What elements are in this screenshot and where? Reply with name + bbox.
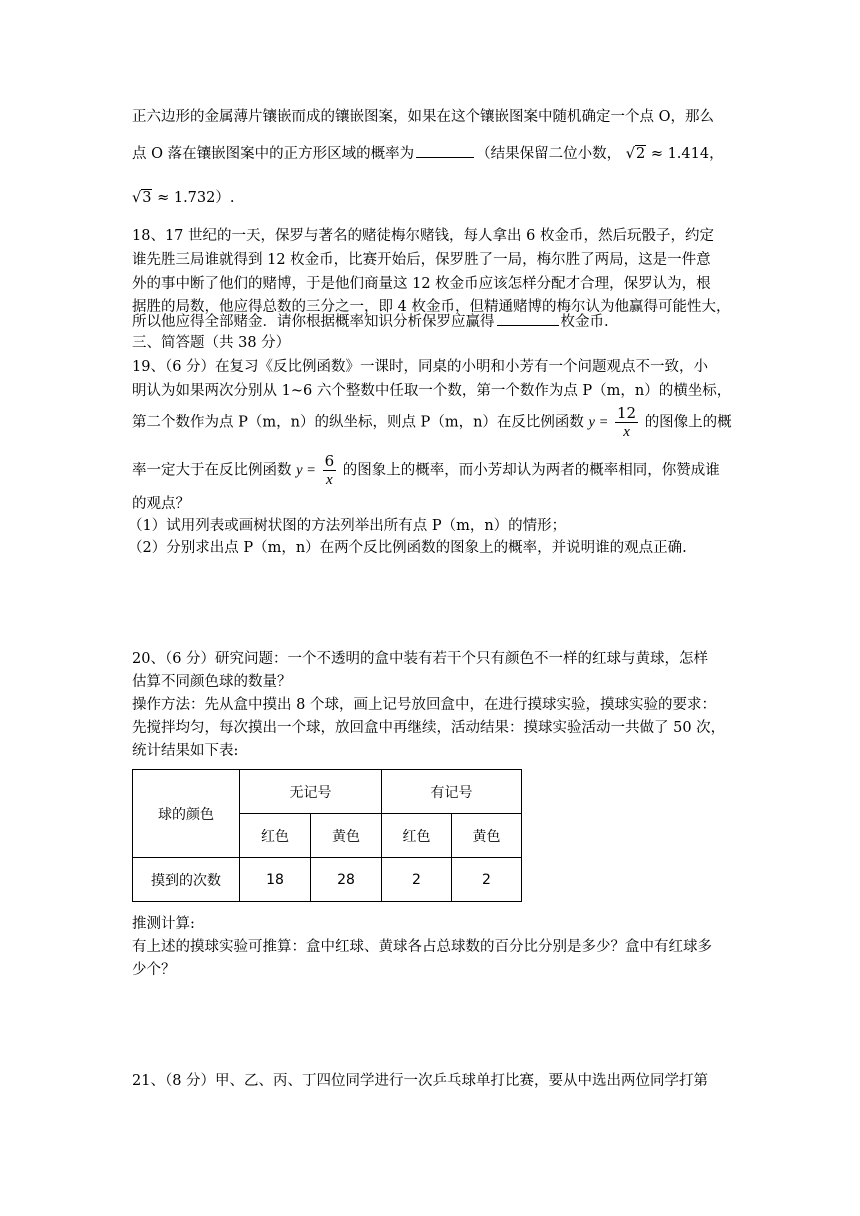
table-row-label: 摸到的次数 [133,858,240,902]
q19-line3-text: 第二个数作为点 P（m，n）的纵坐标，则点 P（m，n）在反比例函数 [132,414,584,431]
answer-blank-18[interactable] [497,311,559,326]
answer-blank-17[interactable] [416,143,474,158]
q21-line1: 21、（8 分）甲、乙、丙、丁四位同学进行一次乒乓球单打比赛，要从中选出两位同学打第 [132,1073,709,1089]
sqrt-2: √2 [625,146,646,162]
q20-line1: 20、（6 分）研究问题：一个不透明的盒中装有若干个只有颜色不一样的红球与黄球，怎样 [132,651,709,667]
table-cell: 2 [452,858,522,902]
table-subheader: 黄色 [452,814,522,858]
q20-line7: 有上述的摸球实验可推算：盒中红球、黄球各占总球数的百分比分别是多少？盒中有红球多 [132,939,712,955]
q18-line3: 外的事中断了他们的赌博，于是他们商量这 12 枚金币应该怎样分配才合理，保罗认为，根 [132,276,711,292]
q17-line1: 正六边形的金属薄片镶嵌而成的镶嵌图案，如果在这个镶嵌图案中随机确定一个点 O，那么 [132,109,714,125]
table-cell: 28 [311,858,382,902]
fraction-12-over-x: $\frac{12}{x}$ [616,404,637,440]
table-group-marked: 有记号 [382,770,522,814]
q18-line2: 谁先胜三局谁就得到 12 枚金币，比赛开始后，保罗胜了一局，梅尔胜了两局，这是一件意 [132,252,711,268]
section-heading: 三、简答题（共 38 分） [132,335,291,351]
q17-line2 [132,143,724,164]
approx-sqrt2: ≈ 1.414， [650,146,724,162]
q19-line4-end: 的图象上的概率，而小芳却认为两者的概率相同，你赞成谁 [342,462,720,479]
q19-line5: 的观点？ [132,496,190,512]
q19-line4 [132,452,720,489]
q18-line5-end: 枚金币. [560,314,609,330]
q17-line2-note: （结果保留二位小数， [476,146,622,162]
q18-line5 [132,311,609,332]
table-corner-header: 球的颜色 [133,770,240,858]
table-cell: 18 [240,858,311,902]
q19-line3 [132,404,732,441]
sqrt-3: √3 [132,190,152,206]
func-y-6x: y = [296,462,316,479]
q20-line8: 少个？ [132,962,176,978]
table-subheader: 红色 [240,814,311,858]
table-cell: 2 [382,858,452,902]
q18-line1: 18、17 世纪的一天，保罗与著名的赌徒梅尔赌钱，每人拿出 6 枚金币，然后玩骰子，约定 [132,228,714,244]
q20-line6: 推测计算: [132,916,195,932]
table-subheader: 黄色 [311,814,382,858]
q20-line4: 先搅拌均匀，每次摸出一个球，放回盒中再继续，活动结果：摸球实验活动一共做了 50 次， [132,720,726,736]
q18-line4: 据胜的局数，他应得总数的三分之一，即 4 枚金币，但精通赌博的梅尔认为他赢得可能性大， [132,299,731,315]
stats-table [132,769,522,902]
q20-line5: 统计结果如下表: [132,743,239,759]
q18-line5-text: 所以他应得全部赌金．请你根据概率知识分析保罗应赢得 [132,314,495,330]
table-group-unmarked: 无记号 [240,770,382,814]
approx-sqrt3: ≈ 1.732）. [157,190,235,206]
table-subheader: 红色 [382,814,452,858]
fraction-6-over-x: $\frac{6}{x}$ [324,452,335,488]
q19-line2: 明认为如果两次分别从 1~6 六个整数中任取一个数，第一个数作为点 P（m，n）的横坐标， [132,383,732,399]
q17-line3 [132,188,234,208]
q19-part2: （2）分别求出点 P（m，n）在两个反比例函数的图象上的概率，并说明谁的观点正确. [128,540,687,556]
q19-line3-end: 的图像上的概 [644,414,732,431]
q19-part1: （1）试用列表或画树状图的方法列举出所有点 P（m，n）的情形； [128,518,567,534]
q19-line1: 19、（6 分）在复习《反比例函数》一课时，同桌的小明和小芳有一个问题观点不一致，小 [132,359,709,375]
q19-line4-text: 率一定大于在反比例函数 [132,462,292,479]
q20-line2: 估算不同颜色球的数量？ [132,674,292,690]
func-y-12x: y = [588,414,609,431]
q17-line2-text: 点 O 落在镶嵌图案中的正方形区域的概率为 [132,146,415,162]
q20-line3: 操作方法：先从盒中摸出 8 个球，画上记号放回盒中，在进行摸球实验，摸球实验的要求： [132,697,716,713]
